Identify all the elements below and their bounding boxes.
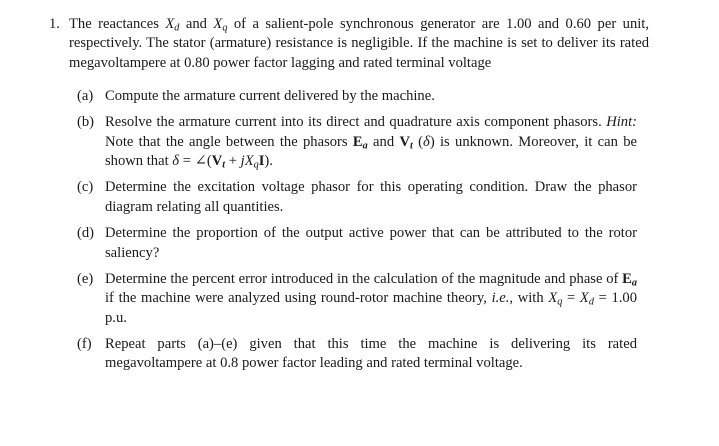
- symbol-xq: $X_q$: [244, 152, 259, 171]
- part-label: (a): [77, 87, 94, 104]
- part-text: Resolve the armature current into its direct and quadrature axis component phasors. Hint: Note that the angle between the phasors $E_a$ and $V_t$ (δ) is unknown. Moreover, it can be shown that $\delta = \angle(V_t + jX_qI)$.: [105, 114, 637, 171]
- symbol-ea: $E_a$: [352, 133, 368, 152]
- part-label: (e): [77, 271, 94, 288]
- problem-1: [49, 15, 649, 381]
- symbol-j: j: [240, 152, 245, 169]
- problem-stem: [69, 15, 649, 73]
- hint-label: Hint:: [606, 114, 637, 131]
- symbol-xq: $X_q$: [548, 290, 563, 308]
- symbol-delta: δ: [423, 133, 430, 150]
- symbol-xd: $X_d$: [165, 16, 180, 34]
- part-text: Compute the armature current delivered by the machine.: [105, 87, 435, 104]
- problem-number: 1.: [49, 16, 60, 32]
- symbol-vt: $V_t$: [399, 133, 413, 152]
- part-label: (b): [77, 114, 95, 131]
- part-label: (d): [77, 225, 95, 242]
- part-e: [77, 270, 637, 328]
- part-text: Repeat parts (a)–(e) given that this time the machine is delivering its rated megavoltampere at 0.8 power factor leading and rated terminal voltage.: [105, 336, 637, 372]
- part-text: Determine the percent error introduced in the calculation of the magnitude and phase of $E_a$ if the machine were analyzed using round-rotor machine theory, i.e., with $X_q = X_d = 1.00$ p.u.: [105, 271, 637, 326]
- part-b: [77, 113, 637, 171]
- part-text: Determine the excitation voltage phasor for this operating condition. Draw the phasor diagram relating all quantities.: [105, 179, 637, 215]
- stem-text-2: and: [179, 16, 214, 32]
- ie-abbrev: i.e.: [491, 290, 510, 307]
- part-a: [77, 87, 637, 106]
- symbol-xd: $X_d$: [579, 290, 594, 308]
- symbol-ea: $E_a$: [622, 271, 637, 289]
- part-label: (c): [77, 179, 94, 196]
- symbol-xq: $X_q$: [213, 16, 228, 34]
- parts-list: [77, 87, 637, 374]
- symbol-vt: $V_t$: [211, 152, 226, 171]
- part-f: [77, 335, 637, 374]
- stem-text-1: The reactances: [69, 16, 166, 32]
- part-c: [77, 178, 637, 217]
- part-d: [77, 224, 637, 263]
- part-text: Determine the proportion of the output active power that can be attributed to the rotor saliency?: [105, 225, 637, 261]
- symbol-delta: δ: [172, 152, 180, 169]
- problem-stem-row: [49, 15, 649, 73]
- symbol-i: I: [258, 152, 265, 169]
- part-label: (f): [77, 336, 92, 353]
- stem-text-3: of a salient-pole synchronous generator are 1.00 and 0.60 per unit, respectively. The stator (armature) resistance is negligible. If the machine is set to deliver its rated megavoltampere at 0.80 power factor lagging and rated terminal voltage: [69, 16, 649, 71]
